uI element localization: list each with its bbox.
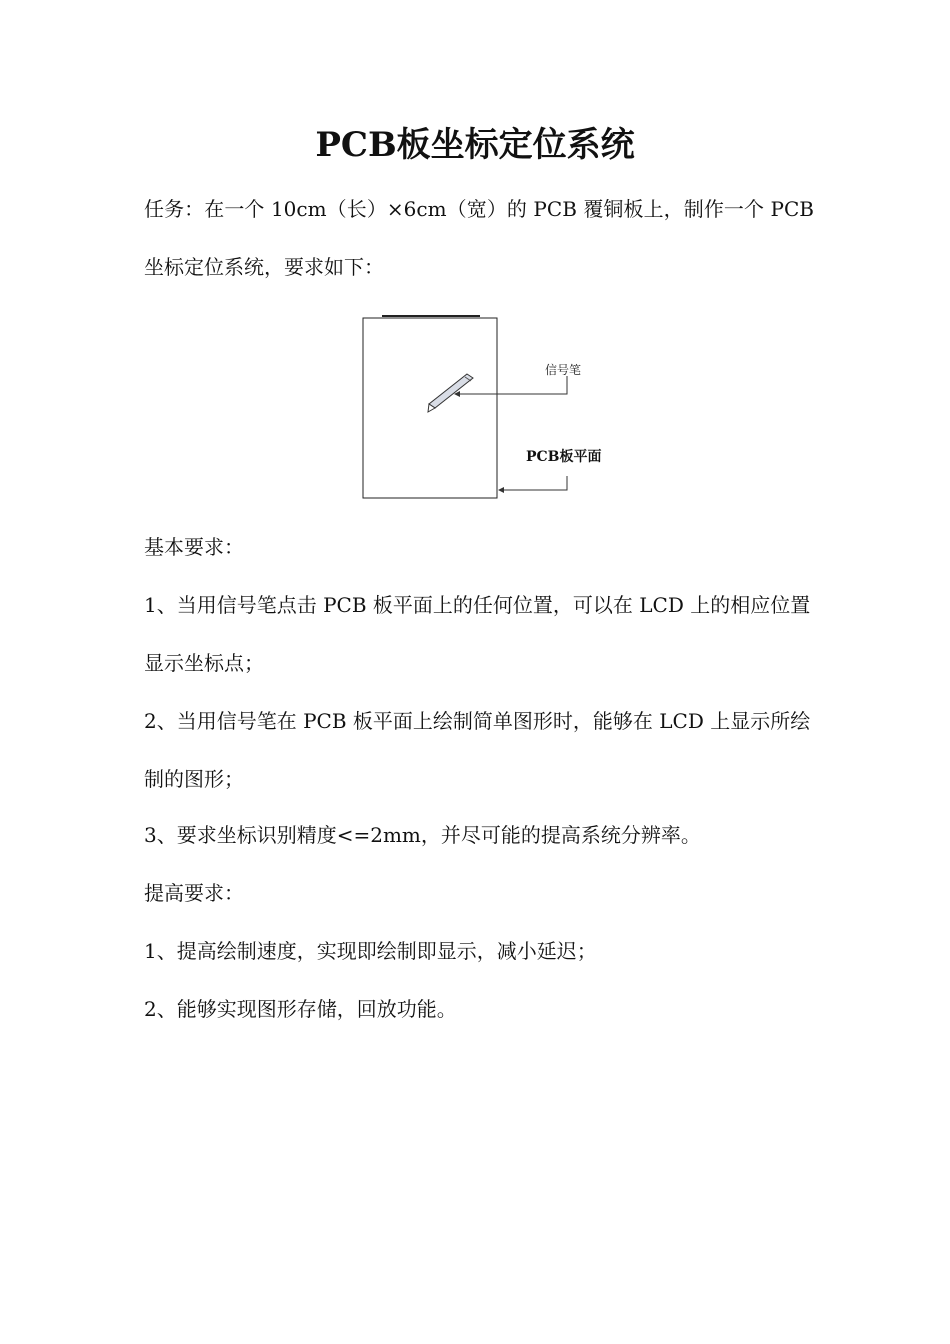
basic-item-1: 1、当用信号笔点击 PCB 板平面上的任何位置，可以在 LCD 上的相应位置显示坐标点； — [144, 593, 811, 675]
board-label: PCB板平面 — [526, 449, 602, 465]
board-callout-arrow — [498, 487, 504, 493]
pcb-diagram-svg — [340, 298, 640, 508]
basic-item-2: 2、当用信号笔在 PCB 板平面上绘制简单图形时，能够在 LCD 上显示所绘制的图形； — [144, 709, 811, 791]
basic-item-3: 3、要求坐标识别精度<=2mm，并尽可能的提高系统分辨率。 — [144, 823, 701, 847]
pen-label: 信号笔 — [545, 363, 582, 377]
board-callout-line — [502, 476, 567, 490]
pcb-diagram — [340, 298, 640, 508]
advanced-item-1: 1、提高绘制速度，实现即绘制即显示，减小延迟； — [144, 939, 597, 963]
advanced-requirements-heading: 提高要求： — [144, 881, 244, 905]
task-intro: 任务：在一个 10cm（长）×6cm（宽）的 PCB 覆铜板上，制作一个 PCB 坐标定位系统，要求如下： — [144, 197, 814, 279]
advanced-item-2: 2、能够实现图形存储，回放功能。 — [144, 997, 457, 1021]
page-title: PCB板坐标定位系统 — [315, 125, 635, 165]
basic-requirements-heading: 基本要求： — [144, 535, 244, 559]
